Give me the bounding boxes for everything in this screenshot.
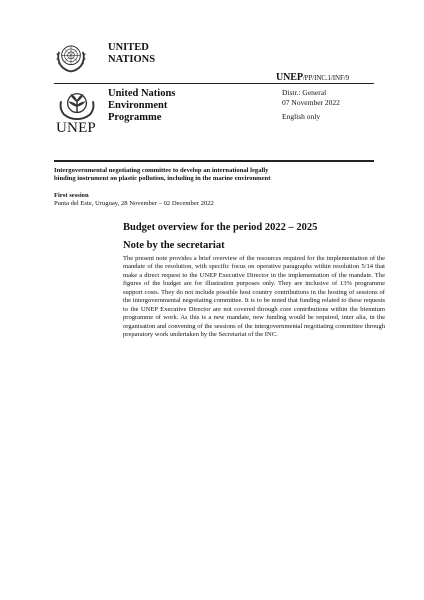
session-location: Punta del Este, Uruguay, 28 November – 02 December 2022 bbox=[54, 200, 214, 207]
un-emblem-icon bbox=[54, 40, 88, 74]
distribution-status: Distr.: General bbox=[282, 88, 327, 97]
un-name: UNITED NATIONS bbox=[108, 42, 156, 65]
distribution-block bbox=[282, 88, 340, 122]
unep-name: United Nations Environment Programme bbox=[108, 88, 176, 123]
unep-emblem-icon bbox=[58, 90, 96, 120]
session-label: First session bbox=[54, 192, 89, 199]
document-symbol: UNEP/PP/INC.1/INF/9 bbox=[276, 72, 349, 83]
document-date: 07 November 2022 bbox=[282, 97, 340, 107]
unep-wordmark: UNEP bbox=[56, 120, 96, 136]
document-language: English only bbox=[282, 112, 321, 121]
committee-name: Intergovernmental negotiating committee to develop an international legally binding instrument on plastic pollution, including in the marine environment bbox=[54, 167, 271, 183]
document-subtitle: Note by the secretariat bbox=[123, 240, 225, 251]
header-divider bbox=[54, 83, 374, 84]
document-title: Budget overview for the period 2022 – 2025 bbox=[123, 222, 318, 233]
header-rule-thick bbox=[54, 160, 374, 162]
body-paragraph: The present note provides a brief overview of the resources required for the implementation of the mandate of the resolution, with specific focus on operative paragraphs within resolution 5/14 that make a direct request to the UNEP Executive Director in the implementation of the mandate. The figures of the budget are for illustration purposes only. They are inclusive of 13% programme support costs. They do not include possible host country contributions in the hosting of sessions of the intergovernmental negotiating committee. It is to be noted that funding related to these requests to the UNEP Executive Director are not covered through core contributions within the biennium programme of work. As this is a new mandate, new funding would be required, inter alia, in the organisation and convening of the sessions of the intergovernmental negotiating committee through preparatory work undertaken by the Secretariat of the INC. bbox=[123, 255, 385, 339]
